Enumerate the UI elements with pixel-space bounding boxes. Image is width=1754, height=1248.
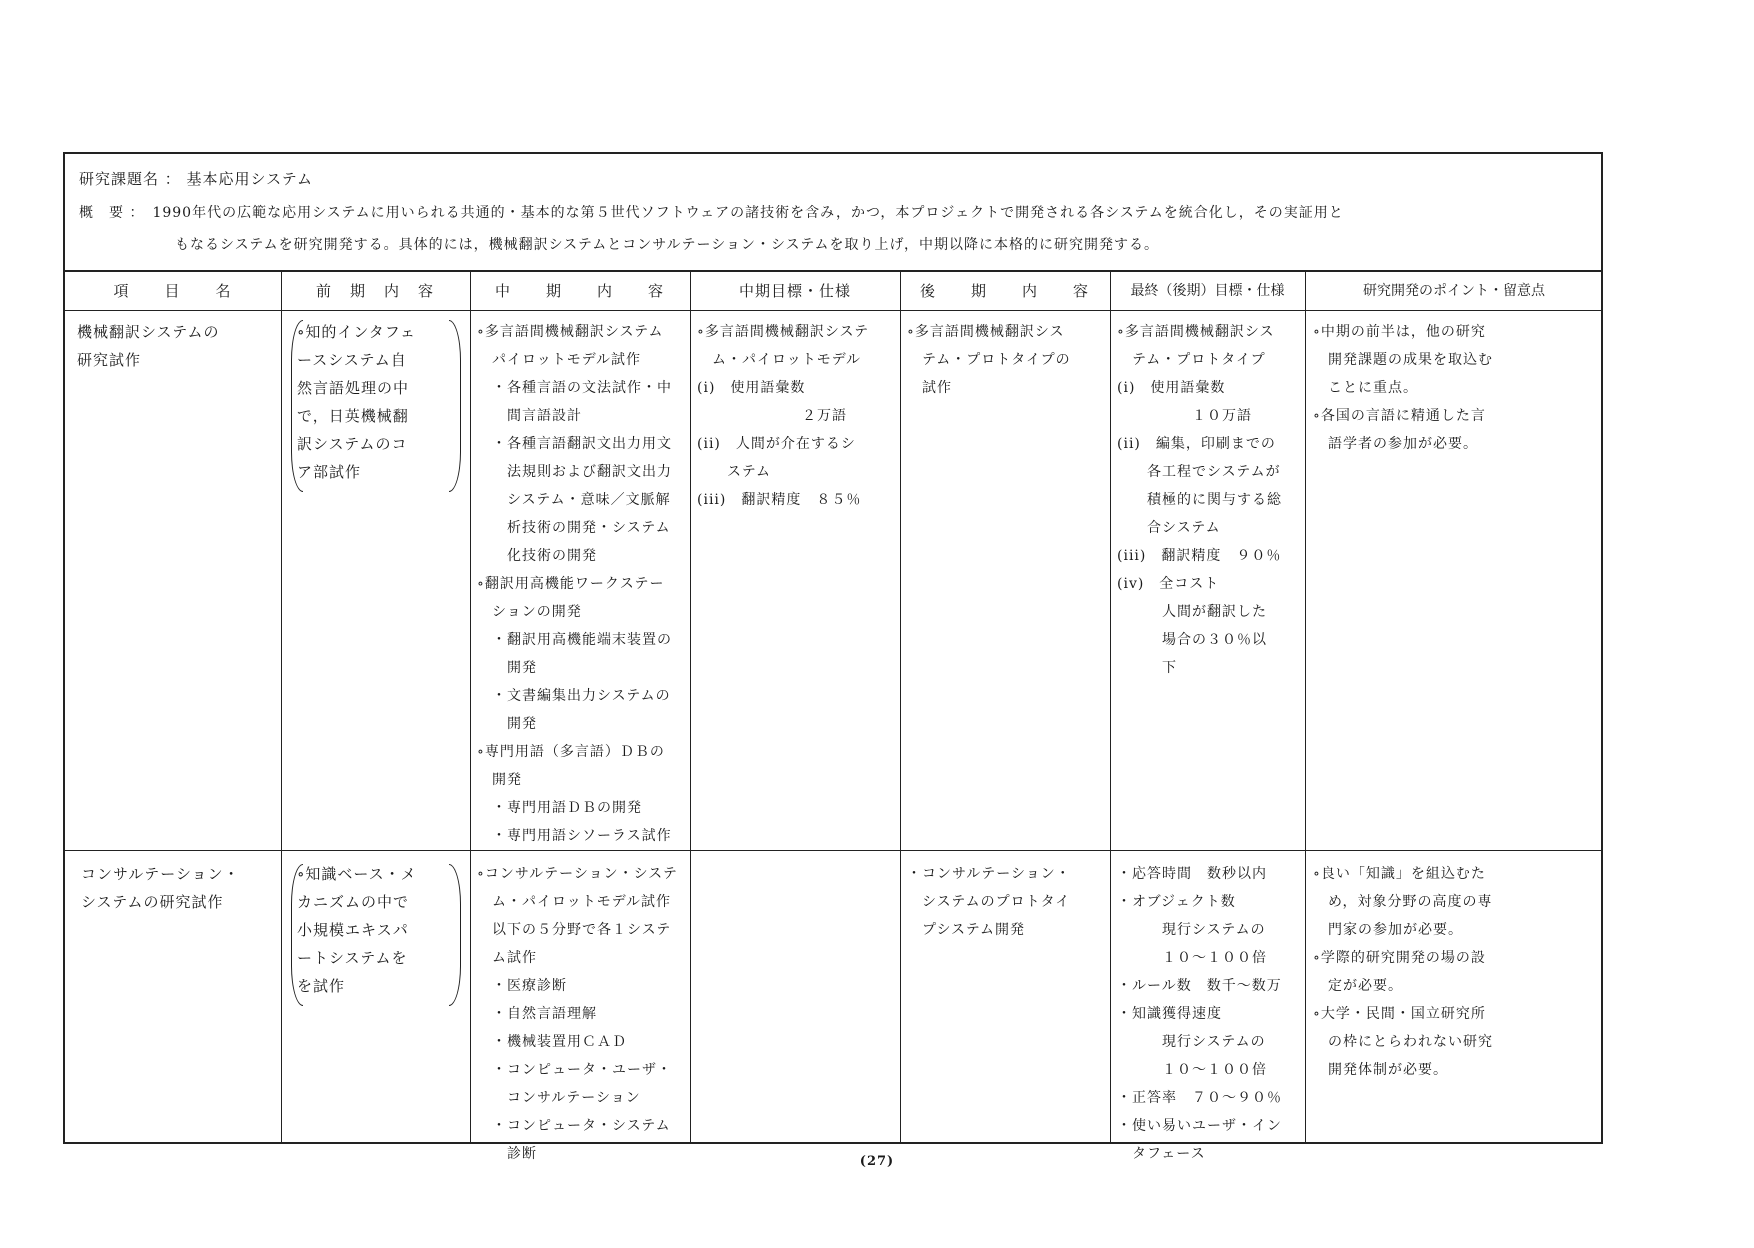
- row1-mid: [477, 318, 672, 850]
- text-line: ステム: [697, 464, 772, 480]
- text-line: カニズムの中で: [297, 893, 410, 911]
- text-line: ・コンサルテーション・: [907, 866, 1071, 882]
- text-line: ・正答率 ７０～９０％: [1117, 1090, 1282, 1106]
- text-line: 現行システムの: [1117, 1034, 1266, 1050]
- text-line: ム試作: [477, 950, 537, 966]
- text-line: 人間が翻訳した: [1117, 604, 1267, 620]
- text-line: １０～１００倍: [1117, 1062, 1267, 1078]
- text-line: ∘知的インタフェ: [297, 323, 417, 341]
- text-line: 間言語設計: [477, 408, 582, 424]
- text-line: (i) 使用語彙数: [697, 380, 806, 396]
- summary-line-1: 概 要 ： 1990年代の広範な応用システムに用いられる共通的・基本的な第５世代ソフトウェアの諸技術を含み，かつ，本プロジェクトで開発される各システムを統合化し，その実証用と: [79, 205, 1344, 221]
- text-line: (iv) 全コスト: [1117, 576, 1220, 592]
- text-line: ∘良い「知識」を組込むた: [1313, 866, 1486, 882]
- text-line: ・各種言語翻訳文出力用文: [477, 436, 672, 452]
- text-line: 各工程でシステムが: [1117, 464, 1281, 480]
- text-line: ∘多言語間機械翻訳シス: [1117, 324, 1275, 340]
- column-header-early: 前 期 内 容: [315, 282, 435, 300]
- text-line: (iii) 翻訳精度 ８５％: [697, 492, 862, 508]
- text-line: ∘知識ベース・メ: [297, 865, 417, 883]
- text-line: ・各種言語の文法試作・中: [477, 380, 672, 396]
- text-line: １０～１００倍: [1117, 950, 1267, 966]
- text-line: ・応答時間 数秒以内: [1117, 866, 1267, 882]
- text-line: ・専門用語ＤＢの開発: [477, 800, 642, 816]
- text-line: ∘中期の前半は，他の研究: [1313, 324, 1486, 340]
- row2-item: [81, 860, 240, 916]
- text-line: テム・プロトタイプの: [907, 352, 1071, 368]
- text-line: ・文書編集出力システムの: [477, 688, 671, 704]
- header-box: [65, 154, 1601, 272]
- text-line: 訳システムのコ: [297, 435, 408, 453]
- row1-final-goal: [1117, 318, 1282, 682]
- text-line: １０万語: [1117, 408, 1252, 424]
- text-line: 診断: [477, 1146, 537, 1162]
- column-divider: [1305, 272, 1306, 1144]
- row1-late: [907, 318, 1071, 402]
- text-line: ースシステム自: [297, 351, 407, 369]
- column-divider: [281, 272, 282, 1144]
- text-line: (ii) 人間が介在するシ: [697, 436, 856, 452]
- row1-item: [77, 318, 220, 374]
- text-line: ∘多言語間機械翻訳システ: [697, 324, 870, 340]
- row2-points: [1313, 860, 1493, 1084]
- text-line: ∘専門用語（多言語）ＤＢの: [477, 744, 665, 760]
- text-line: 試作: [907, 380, 952, 396]
- text-line: ・自然言語理解: [477, 1006, 597, 1022]
- bracket-right: [449, 864, 461, 1006]
- text-line: 場合の３０％以: [1117, 632, 1267, 648]
- text-line: 開発: [477, 772, 522, 788]
- text-line: 化技術の開発: [477, 548, 597, 564]
- text-line: プシステム開発: [907, 922, 1026, 938]
- text-line: 以下の５分野で各１システ: [477, 922, 672, 938]
- text-line: 開発体制が必要。: [1313, 1062, 1448, 1078]
- row1-points: [1313, 318, 1493, 458]
- text-line: ・ルール数 数千～数万: [1117, 978, 1282, 994]
- row-divider: [65, 850, 1601, 851]
- text-line: システム・意味／文脈解: [477, 492, 671, 508]
- text-line: ∘各国の言語に精通した言: [1313, 408, 1486, 424]
- text-line: 定が必要。: [1313, 978, 1403, 994]
- text-line: ２万語: [697, 408, 847, 424]
- text-line: を試作: [297, 977, 346, 995]
- column-header-final-goal: 最終（後期）目標・仕様: [1130, 283, 1285, 299]
- text-line: システムの研究試作: [81, 893, 224, 911]
- page-number: (27): [859, 1154, 895, 1169]
- text-line: コンサルテーション: [477, 1090, 641, 1106]
- column-divider: [1110, 272, 1111, 1144]
- header-row-divider: [65, 310, 1601, 311]
- text-line: ・翻訳用高機能端末装置の: [477, 632, 672, 648]
- text-line: パイロットモデル試作: [477, 352, 642, 368]
- column-divider: [690, 272, 691, 1144]
- topic-label: 研究課題名 ： 基本応用システム: [79, 170, 314, 188]
- text-line: ∘学際的研究開発の場の設: [1313, 950, 1486, 966]
- column-divider: [470, 272, 471, 1144]
- column-header-mid-goal: 中期目標・仕様: [738, 282, 851, 300]
- text-line: コンサルテーション・: [81, 865, 240, 883]
- text-line: 下: [1117, 660, 1177, 676]
- summary-line-2: もなるシステムを研究開発する。具体的には，機械翻訳システムとコンサルテーション・システムを取り上げ，中期以降に本格的に研究開発する。: [175, 237, 1159, 253]
- text-line: ・知識獲得速度: [1117, 1006, 1222, 1022]
- row1-mid-goal: [697, 318, 869, 514]
- text-line: システムのプロトタイ: [907, 894, 1071, 910]
- bracket-right: [449, 320, 461, 492]
- text-line: テム・プロトタイプ: [1117, 352, 1266, 368]
- text-line: (ii) 編集，印刷までの: [1117, 436, 1276, 452]
- text-line: ・医療診断: [477, 978, 567, 994]
- row2-final-goal: [1117, 860, 1282, 1168]
- row2-early: [297, 860, 417, 1000]
- text-line: 機械翻訳システムの: [77, 323, 220, 341]
- text-line: 法規則および翻訳文出力: [477, 464, 672, 480]
- text-line: タフェース: [1117, 1146, 1206, 1162]
- text-line: で，日英機械翻: [297, 407, 409, 425]
- text-line: 研究試作: [77, 351, 142, 369]
- row1-early: [297, 318, 416, 486]
- text-line: ことに重点。: [1313, 380, 1418, 396]
- text-line: ∘コンサルテーション・システ: [477, 866, 678, 882]
- text-line: 開発: [477, 716, 537, 732]
- text-line: ア部試作: [297, 463, 362, 481]
- column-divider: [900, 272, 901, 1144]
- text-line: 語学者の参加が必要。: [1313, 436, 1478, 452]
- text-line: ートシステムを: [297, 949, 408, 967]
- column-header-points: 研究開発のポイント・留意点: [1363, 283, 1545, 299]
- text-line: ・コンピュータ・システム: [477, 1118, 671, 1134]
- column-header-item: 項 目 名: [113, 282, 233, 300]
- text-line: ム・パイロットモデル: [697, 352, 862, 368]
- text-line: (i) 使用語彙数: [1117, 380, 1226, 396]
- text-line: 現行システムの: [1117, 922, 1266, 938]
- text-line: ・使い易いユーザ・イン: [1117, 1118, 1282, 1134]
- column-header-mid: 中 期 内 容: [494, 282, 665, 300]
- text-line: 合システム: [1117, 520, 1221, 536]
- text-line: 然言語処理の中: [297, 379, 410, 397]
- text-line: ム・パイロットモデル試作: [477, 894, 672, 910]
- text-line: 開発課題の成果を取込む: [1313, 352, 1493, 368]
- text-line: 析技術の開発・システム: [477, 520, 671, 536]
- text-line: ・機械装置用ＣＡＤ: [477, 1034, 627, 1050]
- text-line: (iii) 翻訳精度 ９０％: [1117, 548, 1282, 564]
- row2-late: [907, 860, 1071, 944]
- text-line: 開発: [477, 660, 537, 676]
- text-line: ∘翻訳用高機能ワークステー: [477, 576, 665, 592]
- text-line: 門家の参加が必要。: [1313, 922, 1463, 938]
- text-line: め，対象分野の高度の専: [1313, 894, 1493, 910]
- row2-mid: [477, 860, 678, 1168]
- text-line: ∘多言語間機械翻訳システム: [477, 324, 664, 340]
- text-line: ・専門用語シソーラス試作: [477, 828, 672, 844]
- text-line: ションの開発: [477, 604, 582, 620]
- text-line: の枠にとらわれない研究: [1313, 1034, 1493, 1050]
- text-line: ∘多言語間機械翻訳シス: [907, 324, 1065, 340]
- text-line: ∘大学・民間・国立研究所: [1313, 1006, 1486, 1022]
- column-header-late: 後 期 内 容: [919, 282, 1090, 300]
- text-line: 積極的に関与する総: [1117, 492, 1282, 508]
- text-line: ・オブジェクト数: [1117, 894, 1236, 910]
- text-line: ・コンピュータ・ユーザ・: [477, 1062, 672, 1078]
- text-line: 小規模エキスパ: [297, 921, 409, 939]
